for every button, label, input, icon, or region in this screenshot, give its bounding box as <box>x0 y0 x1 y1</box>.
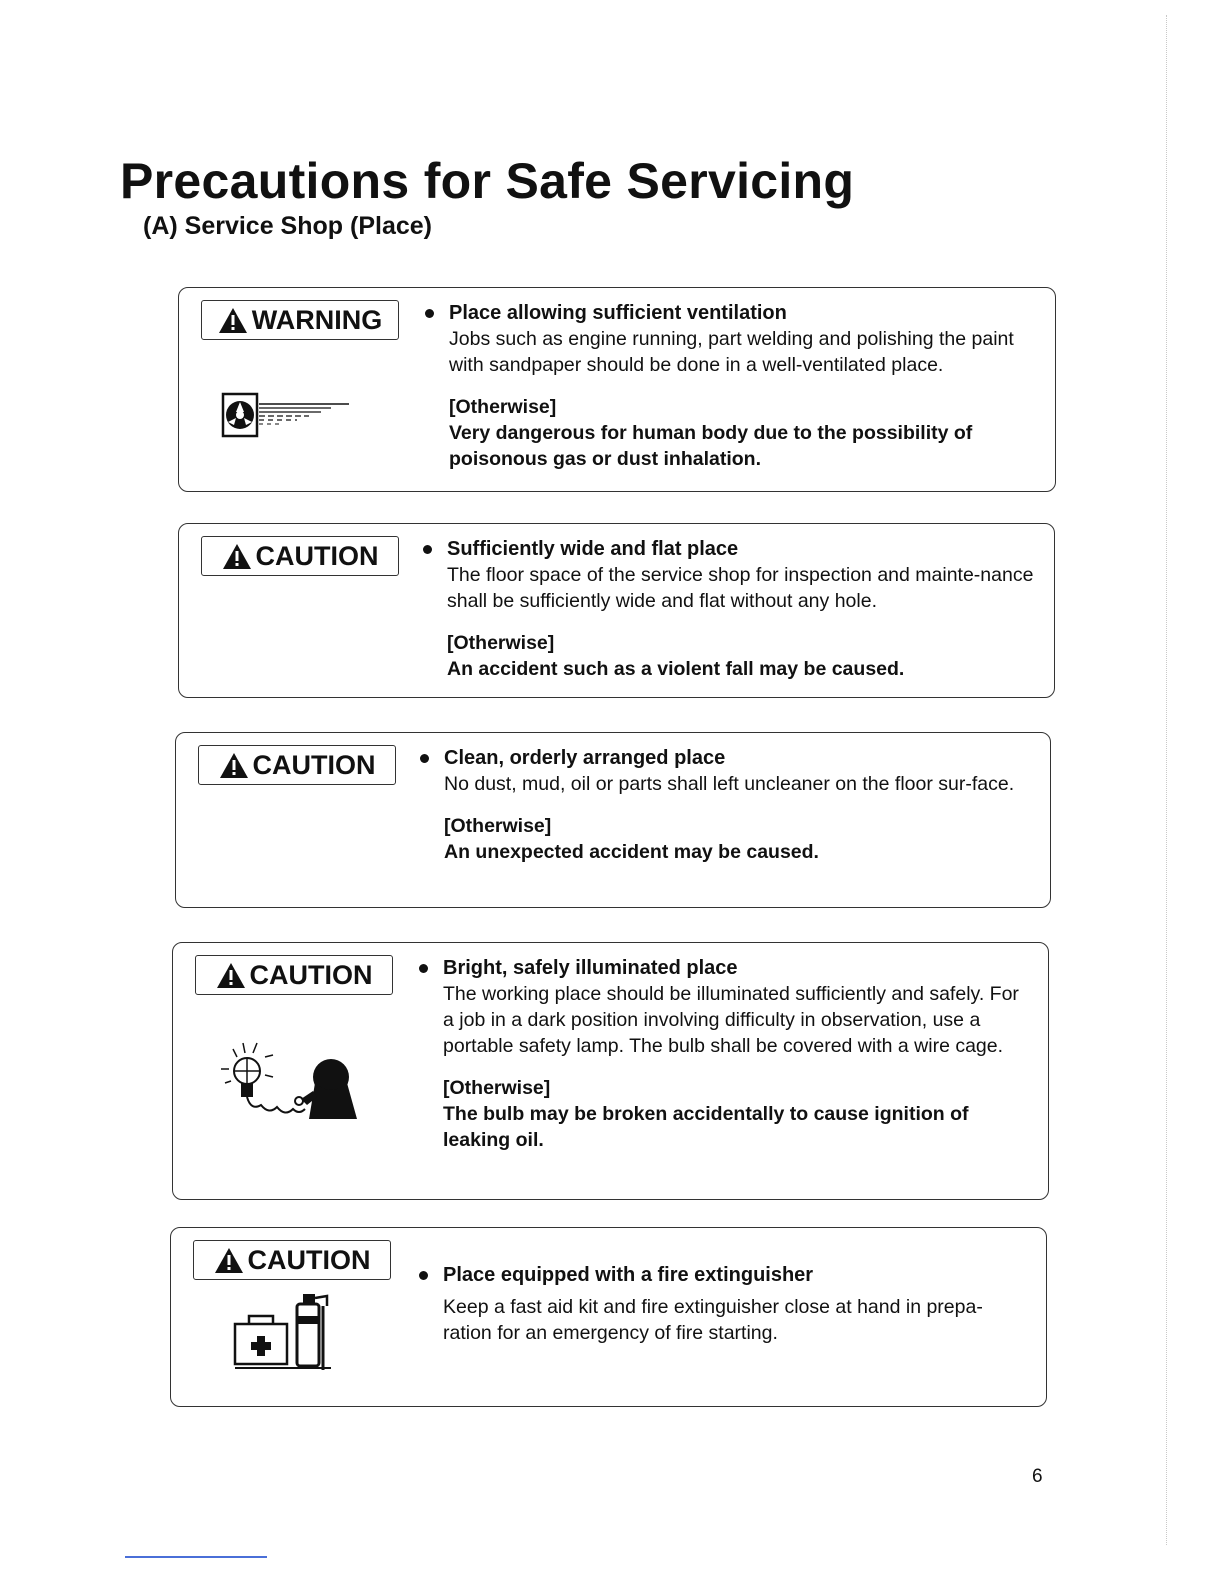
section-body: No dust, mud, oil or parts shall left uncleaner on the floor sur-face. <box>444 773 1015 795</box>
otherwise-consequence: Very dangerous for human body due to the possibility of poisonous gas or dust inhalation. <box>449 422 973 470</box>
section-heading: Sufficiently wide and flat place <box>447 536 1034 562</box>
bullet-icon <box>420 754 429 763</box>
caution-box-illuminated <box>172 942 1049 1200</box>
ventilation-fan-icon <box>221 392 351 442</box>
caution-box-wide-flat <box>178 523 1055 698</box>
first-aid-extinguisher-icon <box>231 1286 341 1376</box>
warning-triangle-icon <box>214 1247 244 1274</box>
section-body: Jobs such as engine running, part welding and polishing the paint with sandpaper should be done in a well-ventilated place. <box>449 328 1014 376</box>
warning-label <box>201 300 399 340</box>
bullet-icon <box>423 545 432 554</box>
bullet-icon <box>419 1271 428 1280</box>
page-edge-rule <box>1166 15 1167 1545</box>
caution-box-fire-extinguisher <box>170 1227 1047 1407</box>
page-title: Precautions for Safe Servicing <box>120 153 855 209</box>
warning-triangle-icon <box>216 962 246 989</box>
caution-label <box>195 955 393 995</box>
otherwise-label: [Otherwise] <box>449 396 557 418</box>
bullet-icon <box>425 309 434 318</box>
section-heading: Place equipped with a fire extinguisher <box>443 1262 1026 1288</box>
page-number: 6 <box>1032 1466 1043 1487</box>
section-subtitle: (A) Service Shop (Place) <box>143 212 432 240</box>
warning-label-text: WARNING <box>251 304 383 335</box>
caution-label <box>198 745 396 785</box>
warning-triangle-icon <box>222 543 252 570</box>
caution-label-text: CAUTION <box>255 540 379 571</box>
otherwise-label: [Otherwise] <box>443 1077 551 1099</box>
section-heading: Bright, safely illuminated place <box>443 955 1028 981</box>
otherwise-label: [Otherwise] <box>447 632 555 654</box>
warning-triangle-icon <box>218 307 248 334</box>
caution-label-text: CAUTION <box>249 959 373 990</box>
section-body: The floor space of the service shop for inspection and mainte-nance shall be sufficiently wide and flat without any hole. <box>447 564 1034 612</box>
otherwise-consequence: An unexpected accident may be caused. <box>444 841 819 863</box>
warning-triangle-icon <box>219 752 249 779</box>
caution-label-text: CAUTION <box>247 1244 371 1275</box>
otherwise-consequence: The bulb may be broken accidentally to cause ignition of leaking oil. <box>443 1103 969 1151</box>
warning-box-ventilation <box>178 287 1056 492</box>
caution-box-clean-orderly <box>175 732 1051 908</box>
caution-label-text: CAUTION <box>252 749 376 780</box>
bullet-icon <box>419 964 428 973</box>
otherwise-label: [Otherwise] <box>444 815 552 837</box>
caution-label <box>193 1240 391 1280</box>
section-heading: Place allowing sufficient ventilation <box>449 300 1035 326</box>
section-body: The working place should be illuminated sufficiently and safely. For a job in a dark position involving difficulty in observation, use a portable safety lamp. The bulb shall be covered with a wire cage. <box>443 983 1019 1057</box>
bottom-rule <box>125 1556 267 1558</box>
otherwise-consequence: An accident such as a violent fall may be caused. <box>447 658 905 680</box>
section-heading: Clean, orderly arranged place <box>444 745 1030 771</box>
caution-label <box>201 536 399 576</box>
safety-lamp-icon <box>213 1027 363 1132</box>
section-body: Keep a fast aid kit and fire extinguisher close at hand in prepa-ration for an emergency of fire starting. <box>443 1296 983 1344</box>
